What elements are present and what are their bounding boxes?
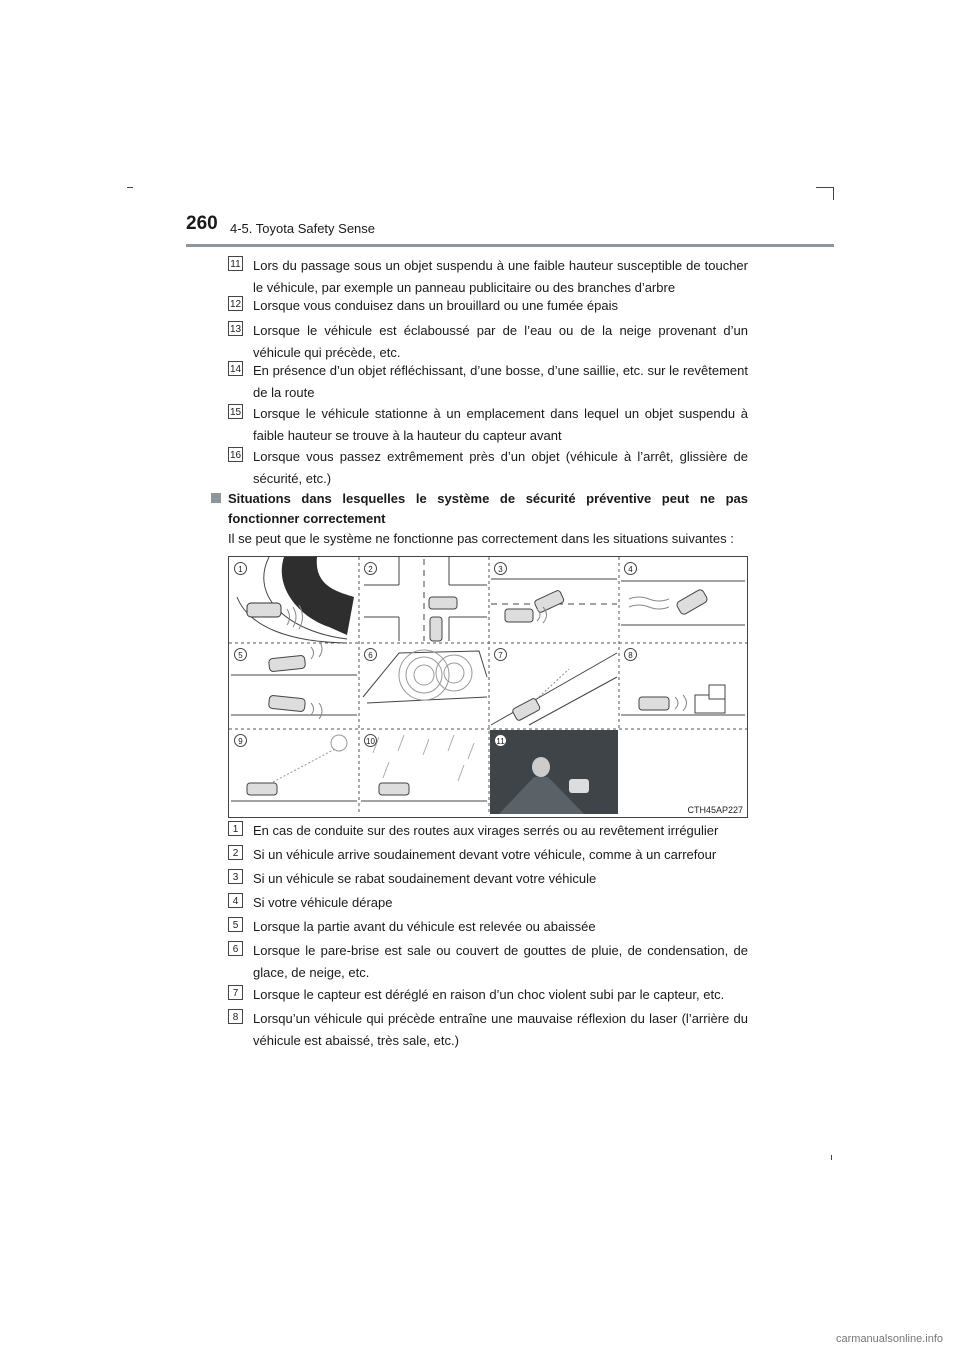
- list-item: [228, 320, 748, 364]
- list-item-text: Si votre véhicule dérape: [253, 895, 393, 910]
- subsection-heading: [211, 489, 748, 529]
- list-item-text: En présence d’un objet réfléchissant, d’une bosse, d’une saillie, etc. sur le revêtement de la route: [253, 363, 748, 400]
- list-item-text: Lors du passage sous un objet suspendu à une faible hauteur susceptible de toucher le véhicule, par exemple un panneau publicitaire ou des branches d’arbre: [253, 258, 748, 295]
- watermark: carmanualsonline.info: [836, 1333, 944, 1345]
- list-item-text: Lorsque vous conduisez dans un brouillard ou une fumée épais: [253, 298, 618, 313]
- cell-number-badge: 3: [494, 562, 507, 575]
- figure-code: CTH45AP227: [687, 805, 743, 815]
- item-number-badge: 14: [228, 361, 243, 376]
- item-number-badge: 3: [228, 869, 243, 884]
- list-item: [228, 360, 748, 404]
- crop-mark-bottom-right: [831, 1155, 832, 1160]
- intro-paragraph: Il se peut que le système ne fonctionne pas correctement dans les situations suivantes :: [228, 531, 734, 546]
- list-item: [228, 892, 748, 914]
- crop-mark-top-right-h: [816, 187, 833, 188]
- list-item: [228, 1008, 748, 1052]
- cell-1-curve-scene: [237, 557, 354, 643]
- list-item: [228, 868, 748, 890]
- list-item: [228, 940, 748, 984]
- item-number-badge: 7: [228, 985, 243, 1000]
- cell-7-sensor-scene: [491, 653, 617, 725]
- list-item: [228, 446, 748, 490]
- list-item-text: Lorsque la partie avant du véhicule est relevée ou abaissée: [253, 919, 596, 934]
- section-title: 4-5. Toyota Safety Sense: [230, 221, 376, 236]
- list-item-text: Si un véhicule se rabat soudainement devant votre véhicule: [253, 871, 597, 886]
- crop-mark-top-left: [127, 187, 133, 188]
- cell-number-badge: 6: [364, 648, 377, 661]
- list-item-text: En cas de conduite sur des routes aux virages serrés ou au revêtement irrégulier: [253, 823, 719, 838]
- list-item: [228, 255, 748, 299]
- list-item: [228, 844, 748, 866]
- cell-3-cut-in-scene: [491, 579, 617, 623]
- item-number-badge: 16: [228, 447, 243, 462]
- cell-number-badge: 2: [364, 562, 377, 575]
- cell-6-windshield-scene: [363, 650, 487, 703]
- cell-number-badge: 7: [494, 648, 507, 661]
- item-number-badge: 15: [228, 404, 243, 419]
- item-number-badge: 6: [228, 941, 243, 956]
- list-item-text: Lorsque le pare-brise est sale ou couvert de gouttes de pluie, de condensation, de glace, de neige, etc.: [253, 943, 748, 980]
- cell-number-badge: 9: [234, 734, 247, 747]
- list-item: [228, 820, 748, 842]
- list-item: [228, 295, 748, 317]
- list-item-text: Lorsque vous passez extrêmement près d’un objet (véhicule à l’arrêt, glissière de sécurité, etc.): [253, 449, 748, 486]
- cell-2-intersection-scene: [364, 557, 487, 641]
- item-number-badge: 5: [228, 917, 243, 932]
- cell-number-badge: 5: [234, 648, 247, 661]
- cell-number-badge: 4: [624, 562, 637, 575]
- header-rule: [186, 244, 834, 247]
- list-item-text: Lorsque le capteur est déréglé en raison d’un choc violent subi par le capteur, etc.: [253, 987, 725, 1002]
- square-bullet-icon: [211, 493, 221, 503]
- cell-number-badge: 10: [364, 734, 377, 747]
- cell-10-rain-scene: [361, 735, 487, 801]
- page-number: 260: [186, 213, 218, 234]
- cell-number-badge: 1: [234, 562, 247, 575]
- list-item: [228, 916, 748, 938]
- cell-9-sun-scene: [231, 735, 357, 801]
- cell-4-skid-scene: [621, 581, 745, 625]
- situations-figure: [228, 556, 748, 818]
- list-item: [228, 984, 748, 1006]
- item-number-badge: 12: [228, 296, 243, 311]
- item-number-badge: 2: [228, 845, 243, 860]
- list-item-text: Lorsque le véhicule est éclaboussé par de l’eau ou de la neige provenant d’un véhicule qui précède, etc.: [253, 323, 748, 360]
- item-number-badge: 13: [228, 321, 243, 336]
- cell-11-tunnel-scene: [490, 730, 618, 814]
- item-number-badge: 11: [228, 256, 243, 271]
- list-item-text: Lorsqu’un véhicule qui précède entraîne une mauvaise réflexion du laser (l’arrière du véhicule est abaissé, très sale, etc.): [253, 1011, 748, 1048]
- item-number-badge: 8: [228, 1009, 243, 1024]
- list-item-text: Si un véhicule arrive soudainement devant votre véhicule, comme à un carrefour: [253, 847, 717, 862]
- cell-number-badge: 11: [494, 734, 507, 747]
- crop-mark-top-right-v: [833, 187, 834, 200]
- situations-illustration: [229, 557, 747, 817]
- subsection-title: Situations dans lesquelles le système de sécurité préventive peut ne pas fonctionner correctement: [228, 491, 748, 526]
- cell-8-truck-scene: [621, 685, 745, 715]
- item-number-badge: 4: [228, 893, 243, 908]
- item-number-badge: 1: [228, 821, 243, 836]
- list-item-text: Lorsque le véhicule stationne à un emplacement dans lequel un objet suspendu à faible hauteur se trouve à la hauteur du capteur avant: [253, 406, 748, 443]
- cell-5-pitch-scene: [231, 641, 357, 719]
- cell-number-badge: 8: [624, 648, 637, 661]
- list-item: [228, 403, 748, 447]
